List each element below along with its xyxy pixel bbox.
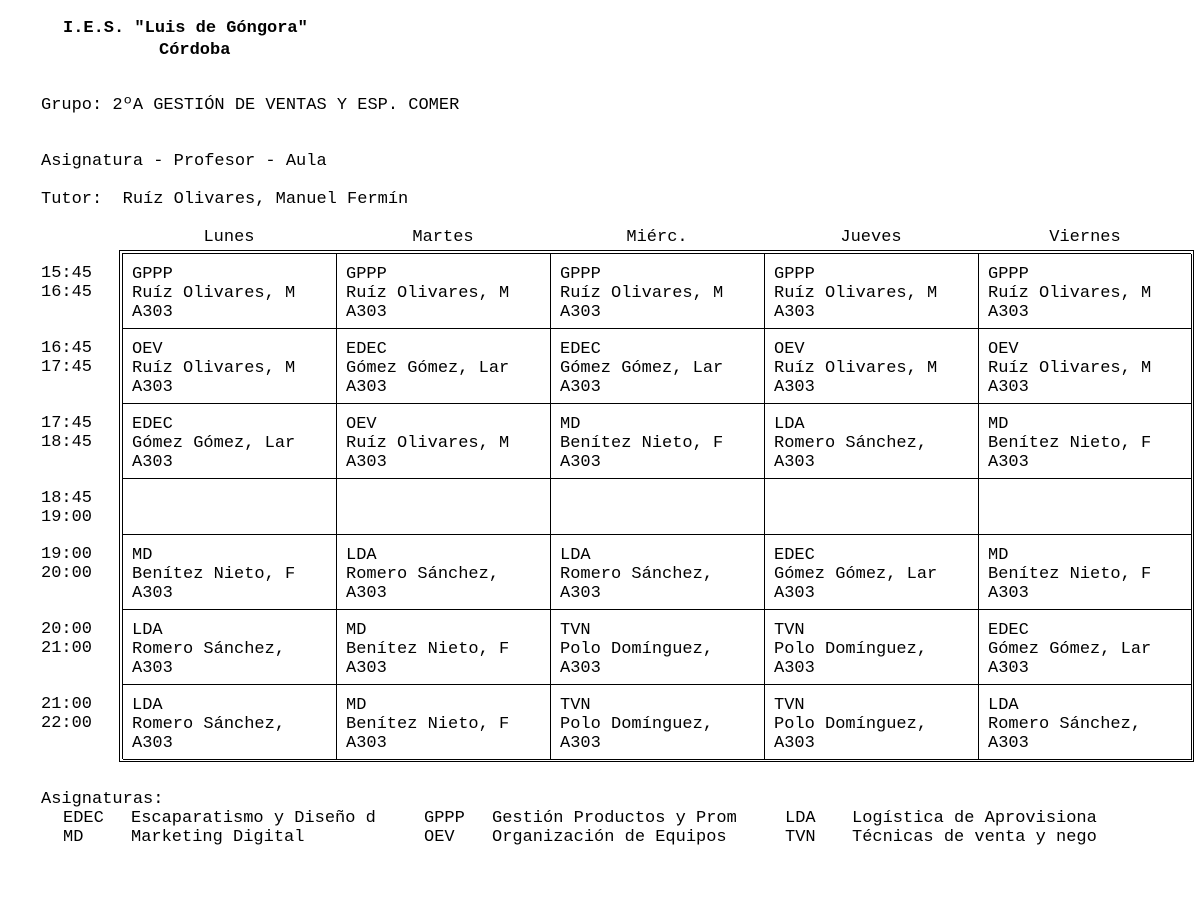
timetable-cell — [765, 610, 979, 685]
day-header-friday: Viernes — [1049, 228, 1121, 247]
legend-code: MD — [63, 828, 84, 847]
timetable-cell — [765, 685, 979, 760]
timetable-cell — [765, 404, 979, 479]
cell-room: A303 — [774, 453, 815, 472]
cell-room: A303 — [346, 584, 387, 603]
cell-teacher: Gómez Gómez, Lar — [346, 359, 510, 378]
cell-teacher: Polo Domínguez, — [560, 715, 714, 734]
day-header-thursday: Jueves — [840, 228, 902, 247]
time-end: 18:45 — [41, 433, 93, 452]
cell-subject: OEV — [774, 340, 805, 359]
timetable-cell — [979, 404, 1192, 479]
cell-subject: OEV — [132, 340, 163, 359]
cell-teacher: Gómez Gómez, Lar — [988, 640, 1152, 659]
cell-subject: MD — [988, 546, 1009, 565]
cell-subject: MD — [346, 696, 367, 715]
cell-teacher: Ruíz Olivares, M — [132, 359, 296, 378]
cell-subject: GPPP — [988, 265, 1029, 284]
legend-code: GPPP — [424, 809, 465, 828]
cell-teacher: Romero Sánchez, — [346, 565, 500, 584]
cell-room: A303 — [346, 303, 387, 322]
cell-subject: LDA — [132, 696, 163, 715]
cell-subject: MD — [988, 415, 1009, 434]
cell-subject: LDA — [132, 621, 163, 640]
cell-subject: MD — [346, 621, 367, 640]
cell-teacher: Ruíz Olivares, M — [774, 284, 938, 303]
cell-room: A303 — [132, 659, 173, 678]
timetable-cell — [123, 535, 337, 610]
cell-teacher: Ruíz Olivares, M — [346, 284, 510, 303]
timetable-cell — [979, 610, 1192, 685]
tutor-label: Tutor: Ruíz Olivares, Manuel Fermín — [41, 190, 409, 209]
cell-subject: GPPP — [774, 265, 815, 284]
legend-title: Asignaturas: — [41, 790, 164, 809]
cell-teacher: Benítez Nieto, F — [346, 715, 510, 734]
timetable-cell — [765, 254, 979, 329]
cell-teacher: Ruíz Olivares, M — [988, 359, 1152, 378]
time-end: 20:00 — [41, 564, 93, 583]
timetable-cell — [551, 685, 765, 760]
cell-teacher: Polo Domínguez, — [774, 640, 928, 659]
timetable-grid — [122, 253, 1191, 759]
cell-teacher: Gómez Gómez, Lar — [132, 434, 296, 453]
cell-teacher: Romero Sánchez, — [560, 565, 714, 584]
cell-teacher: Ruíz Olivares, M — [774, 359, 938, 378]
cell-subject: TVN — [560, 621, 591, 640]
cell-teacher: Benítez Nieto, F — [346, 640, 510, 659]
timetable-cell — [551, 329, 765, 404]
cell-room: A303 — [346, 453, 387, 472]
cell-teacher: Gómez Gómez, Lar — [560, 359, 724, 378]
day-header-wednesday: Miérc. — [626, 228, 688, 247]
timetable-cell — [765, 479, 979, 535]
cell-subject: OEV — [346, 415, 377, 434]
group-label: Grupo: 2ºA GESTIÓN DE VENTAS Y ESP. COMER — [41, 96, 460, 115]
cell-subject: GPPP — [346, 265, 387, 284]
time-start: 21:00 — [41, 695, 93, 714]
cell-room: A303 — [560, 659, 601, 678]
timetable-cell — [123, 404, 337, 479]
time-end: 22:00 — [41, 714, 93, 733]
time-start: 15:45 — [41, 264, 93, 283]
cell-subject: TVN — [560, 696, 591, 715]
legend-code: EDEC — [63, 809, 104, 828]
cell-subject: GPPP — [132, 265, 173, 284]
cell-subject: OEV — [988, 340, 1019, 359]
cell-room: A303 — [560, 303, 601, 322]
cell-room: A303 — [774, 378, 815, 397]
timetable-cell — [979, 685, 1192, 760]
timetable-cell — [337, 404, 551, 479]
cell-room: A303 — [988, 584, 1029, 603]
time-slot-label — [41, 620, 92, 658]
cell-teacher: Gómez Gómez, Lar — [774, 565, 938, 584]
legend-subject-name: Técnicas de venta y nego — [852, 828, 1097, 847]
timetable-cell — [337, 329, 551, 404]
timetable-cell — [551, 404, 765, 479]
timetable-cell — [551, 535, 765, 610]
timetable-cell — [123, 610, 337, 685]
cell-room: A303 — [132, 734, 173, 753]
cell-teacher: Ruíz Olivares, M — [132, 284, 296, 303]
time-slot-label — [41, 414, 92, 452]
timetable-cell — [337, 479, 551, 535]
cell-room: A303 — [560, 734, 601, 753]
legend-subject-name: Organización de Equipos — [492, 828, 727, 847]
cell-room: A303 — [774, 303, 815, 322]
cell-room: A303 — [346, 378, 387, 397]
time-slot-label — [41, 264, 92, 302]
time-slot-label — [41, 339, 92, 377]
cell-subject: LDA — [346, 546, 377, 565]
cell-subject: TVN — [774, 696, 805, 715]
cell-teacher: Romero Sánchez, — [988, 715, 1142, 734]
legend-subject-name: Gestión Productos y Prom — [492, 809, 737, 828]
cell-room: A303 — [988, 453, 1029, 472]
timetable-cell — [979, 479, 1192, 535]
timetable-cell — [123, 254, 337, 329]
timetable-cell — [337, 254, 551, 329]
cell-format-label: Asignatura - Profesor - Aula — [41, 152, 327, 171]
cell-room: A303 — [132, 378, 173, 397]
timetable-cell — [765, 535, 979, 610]
timetable-cell — [551, 254, 765, 329]
time-slot-label — [41, 695, 92, 733]
cell-teacher: Romero Sánchez, — [132, 715, 286, 734]
cell-teacher: Benítez Nieto, F — [132, 565, 296, 584]
cell-teacher: Polo Domínguez, — [560, 640, 714, 659]
timetable-cell — [123, 329, 337, 404]
timetable-cell — [979, 254, 1192, 329]
timetable-cell — [551, 610, 765, 685]
cell-teacher: Ruíz Olivares, M — [560, 284, 724, 303]
cell-room: A303 — [132, 584, 173, 603]
cell-room: A303 — [560, 584, 601, 603]
cell-room: A303 — [560, 453, 601, 472]
time-start: 18:45 — [41, 489, 93, 508]
cell-subject: LDA — [988, 696, 1019, 715]
time-end: 21:00 — [41, 639, 93, 658]
cell-subject: MD — [132, 546, 153, 565]
timetable-cell — [337, 685, 551, 760]
day-header-monday: Lunes — [203, 228, 255, 247]
cell-teacher: Polo Domínguez, — [774, 715, 928, 734]
legend-subject-name: Marketing Digital — [131, 828, 305, 847]
legend-code: TVN — [785, 828, 816, 847]
school-city: Córdoba — [159, 41, 231, 60]
time-end: 17:45 — [41, 358, 93, 377]
cell-room: A303 — [132, 453, 173, 472]
timetable-cell — [337, 610, 551, 685]
cell-teacher: Benítez Nieto, F — [988, 565, 1152, 584]
timetable-cell — [123, 685, 337, 760]
cell-subject: EDEC — [132, 415, 173, 434]
cell-room: A303 — [988, 659, 1029, 678]
cell-room: A303 — [988, 378, 1029, 397]
legend-subject-name: Escaparatismo y Diseño d — [131, 809, 376, 828]
cell-subject: LDA — [560, 546, 591, 565]
legend-code: LDA — [785, 809, 816, 828]
cell-room: A303 — [560, 378, 601, 397]
time-start: 16:45 — [41, 339, 93, 358]
cell-teacher: Ruíz Olivares, M — [988, 284, 1152, 303]
cell-subject: EDEC — [774, 546, 815, 565]
timetable-cell — [979, 329, 1192, 404]
cell-subject: EDEC — [560, 340, 601, 359]
cell-teacher: Romero Sánchez, — [774, 434, 928, 453]
day-header-tuesday: Martes — [412, 228, 474, 247]
cell-room: A303 — [346, 659, 387, 678]
cell-subject: LDA — [774, 415, 805, 434]
time-start: 19:00 — [41, 545, 93, 564]
cell-subject: GPPP — [560, 265, 601, 284]
cell-subject: MD — [560, 415, 581, 434]
cell-teacher: Benítez Nieto, F — [988, 434, 1152, 453]
timetable-cell — [765, 329, 979, 404]
cell-room: A303 — [988, 734, 1029, 753]
cell-teacher: Benítez Nieto, F — [560, 434, 724, 453]
school-name: I.E.S. "Luis de Góngora" — [63, 19, 308, 38]
time-start: 17:45 — [41, 414, 93, 433]
cell-room: A303 — [132, 303, 173, 322]
cell-room: A303 — [774, 734, 815, 753]
legend-subject-name: Logística de Aprovisiona — [852, 809, 1097, 828]
cell-room: A303 — [988, 303, 1029, 322]
time-end: 19:00 — [41, 508, 93, 527]
cell-teacher: Romero Sánchez, — [132, 640, 286, 659]
legend-code: OEV — [424, 828, 455, 847]
timetable-cell — [551, 479, 765, 535]
time-slot-label — [41, 489, 92, 527]
cell-subject: TVN — [774, 621, 805, 640]
cell-room: A303 — [774, 584, 815, 603]
time-end: 16:45 — [41, 283, 93, 302]
cell-room: A303 — [346, 734, 387, 753]
time-slot-label — [41, 545, 92, 583]
timetable-cell — [123, 479, 337, 535]
cell-teacher: Ruíz Olivares, M — [346, 434, 510, 453]
cell-subject: EDEC — [346, 340, 387, 359]
time-start: 20:00 — [41, 620, 93, 639]
timetable-cell — [337, 535, 551, 610]
cell-subject: EDEC — [988, 621, 1029, 640]
cell-room: A303 — [774, 659, 815, 678]
timetable-cell — [979, 535, 1192, 610]
